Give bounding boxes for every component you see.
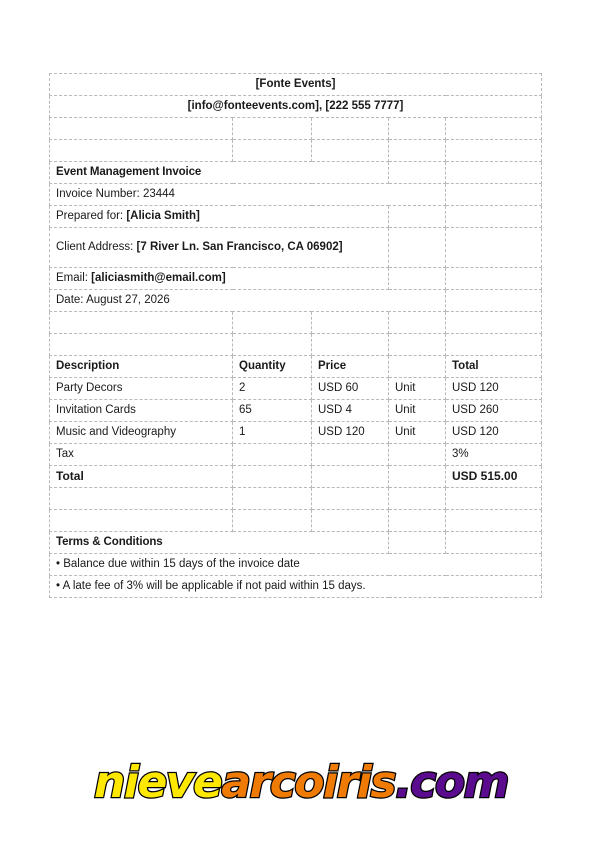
blank-cell [50,312,233,334]
blank-cell [389,228,446,268]
table-row [50,400,542,422]
blank-cell [389,268,446,290]
column-header-total: Total [446,356,542,378]
blank-cell [446,206,542,228]
blank-cell [446,488,542,510]
blank-cell [389,488,446,510]
column-header-unit [389,356,446,378]
blank-cell [446,162,542,184]
blank-cell [233,140,312,162]
spacer-row [50,140,542,162]
item-total: USD 120 [446,422,542,444]
item-price [312,444,389,466]
client-address-row [50,228,542,268]
invoice-number-field [50,184,446,206]
item-quantity: 1 [233,422,312,444]
spacer-row [50,510,542,532]
company-name-row [50,74,542,96]
blank-cell [312,334,389,356]
item-unit [389,466,446,488]
blank-cell [233,334,312,356]
item-price: USD 120 [312,422,389,444]
blank-cell [312,140,389,162]
prepared-for-value: [Alicia Smith] [126,209,200,222]
terms-item-row [50,554,542,576]
spacer-row [50,118,542,140]
item-quantity: 2 [233,378,312,400]
blank-cell [389,532,446,554]
blank-cell [446,184,542,206]
blank-cell [389,510,446,532]
item-quantity [233,466,312,488]
watermark-part-com: .com [395,757,508,808]
company-contact: [info@fonteevents.com], [222 555 7777] [50,96,542,118]
item-quantity: 65 [233,400,312,422]
blank-cell [233,118,312,140]
blank-cell [446,532,542,554]
company-name: [Fonte Events] [50,74,542,96]
item-description: Invitation Cards [50,400,233,422]
terms-title-row [50,532,542,554]
blank-cell [50,140,233,162]
page-title: Event Management Invoice [50,162,389,184]
line-items-header-row [50,356,542,378]
blank-cell [389,206,446,228]
blank-cell [446,140,542,162]
terms-item: • Balance due within 15 days of the invoice date [50,554,542,576]
blank-cell [312,118,389,140]
email-label: Email: [56,271,92,284]
invoice-grid [49,73,542,598]
item-price [312,466,389,488]
item-description: Music and Videography [50,422,233,444]
blank-cell [446,118,542,140]
spacer-row [50,312,542,334]
table-row [50,422,542,444]
total-amount: USD 515.00 [446,466,542,488]
blank-cell [50,334,233,356]
blank-cell [446,268,542,290]
spacer-row [50,334,542,356]
item-unit: Unit [389,378,446,400]
item-price: USD 60 [312,378,389,400]
blank-cell [312,312,389,334]
item-unit: Unit [389,422,446,444]
blank-cell [50,488,233,510]
blank-cell [446,312,542,334]
column-header-price: Price [312,356,389,378]
date-field [50,290,446,312]
blank-cell [389,334,446,356]
blank-cell [446,290,542,312]
blank-cell [389,118,446,140]
item-unit [389,444,446,466]
invoice-number-label: Invoice Number: [56,187,143,200]
blank-cell [233,312,312,334]
blank-cell [233,510,312,532]
email-row [50,268,542,290]
invoice-title-row [50,162,542,184]
invoice-number-row [50,184,542,206]
terms-item-row [50,576,542,598]
email-value: [aliciasmith@email.com] [91,271,226,284]
item-total: USD 260 [446,400,542,422]
prepared-for-field [50,206,389,228]
watermark-part-arcoiris: arcoiris [221,757,396,808]
item-description: Tax [50,444,233,466]
company-contact-row [50,96,542,118]
site-watermark [0,757,602,808]
blank-cell [233,488,312,510]
blank-cell [446,228,542,268]
column-header-quantity: Quantity [233,356,312,378]
client-address-value: [7 River Ln. San Francisco, CA 06902] [136,241,343,254]
table-row-total [50,466,542,488]
invoice-document [49,73,541,598]
terms-title: Terms & Conditions [50,532,389,554]
watermark-part-nieve: nieve [94,757,222,808]
blank-cell [446,510,542,532]
column-header-description: Description [50,356,233,378]
table-row [50,378,542,400]
prepared-for-label: Prepared for: [56,209,127,222]
blank-cell [312,510,389,532]
blank-cell [50,118,233,140]
item-total: USD 120 [446,378,542,400]
client-address-label: Client Address: [56,241,137,254]
item-description: Party Decors [50,378,233,400]
terms-item: • A late fee of 3% will be applicable if not paid within 15 days. [50,576,542,598]
item-total: 3% [446,444,542,466]
date-row [50,290,542,312]
blank-cell [312,488,389,510]
blank-cell [389,140,446,162]
blank-cell [389,162,446,184]
item-price: USD 4 [312,400,389,422]
client-address-field [50,228,389,268]
date-value: August 27, 2026 [86,293,170,306]
invoice-number-value: 23444 [142,187,175,200]
blank-cell [50,510,233,532]
spacer-row [50,488,542,510]
prepared-for-row [50,206,542,228]
email-field [50,268,389,290]
date-label: Date: [56,293,87,306]
blank-cell [389,312,446,334]
item-quantity [233,444,312,466]
blank-cell [446,334,542,356]
item-unit: Unit [389,400,446,422]
table-row-tax [50,444,542,466]
total-label: Total [50,466,233,488]
